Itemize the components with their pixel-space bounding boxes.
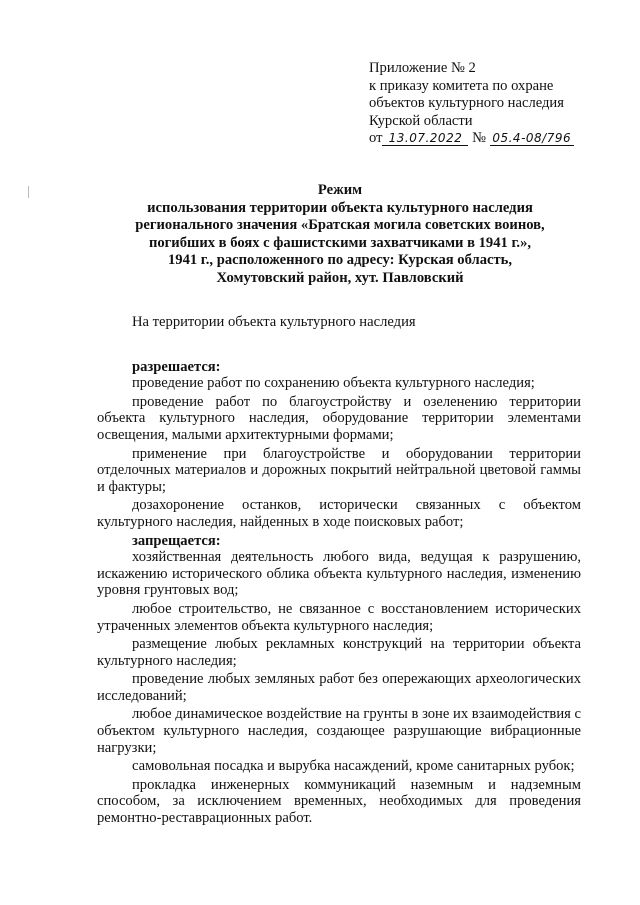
forbidden-item: любое строительство, не связанное с восстановлением исторических утраченных элементов объекта культурного наследия; <box>97 600 581 634</box>
forbidden-item: любое динамическое воздействие на грунты в зоне их взаимодействия с объектом культурного наследия, создающее разрушающие вибрационные нагрузки; <box>97 706 581 756</box>
date-prefix: от <box>369 130 383 147</box>
allowed-item: дозахоронение останков, исторически связанных с объектом культурного наследия, найденных в ходе поисковых работ; <box>97 497 581 530</box>
forbidden-item: проведение любых земляных работ без опережающих археологических исследований; <box>97 671 581 704</box>
appendix-date-line <box>369 130 629 148</box>
document-title <box>100 182 580 288</box>
handwritten-date: 13.07.2022 <box>382 131 468 146</box>
appendix-region: Курской области <box>369 112 473 129</box>
title-line-6: Хомутовский район, хут. Павловский <box>216 269 464 286</box>
forbidden-item: прокладка инженерных коммуникаций наземным и надземным способом, за исключением временных, необходимых для проведения ремонтно-реставрационных работ. <box>97 776 581 827</box>
handwritten-number: 05.4-08/796 <box>490 131 574 146</box>
allowed-item: проведение работ по благоустройству и озеленению территории объекта культурного наследия, оборудование территории элементами освещения, малыми архитектурными формами; <box>97 393 581 443</box>
title-line-1: Режим <box>317 182 363 198</box>
appendix-order-ref: к приказу комитета по охране <box>369 77 554 94</box>
allowed-item: применение при благоустройстве и оборудовании территории отделочных материалов и дорожных покрытий нейтральной цветовой гаммы и фактуры; <box>97 445 581 495</box>
margin-mark <box>28 186 29 198</box>
number-prefix: № <box>472 130 487 147</box>
allowed-item: проведение работ по сохранению объекта культурного наследия; <box>132 375 535 392</box>
title-line-5: 1941 г., расположенного по адресу: Курская область, <box>167 252 513 269</box>
title-line-2: использования территории объекта культурного наследия <box>147 199 533 216</box>
forbidden-item: хозяйственная деятельность любого вида, ведущая к разрушению, искажению исторического облика объекта культурного наследия, изменению уровня грунтовых вод; <box>97 549 581 599</box>
document-body <box>97 314 581 829</box>
appendix-committee: объектов культурного наследия <box>369 95 564 112</box>
appendix-number: Приложение № 2 <box>369 60 476 76</box>
forbidden-heading: запрещается: <box>132 532 221 549</box>
title-line-4: погибших в боях с фашистскими захватчиками в 1941 г.», <box>148 234 532 251</box>
forbidden-item: самовольная посадка и вырубка насаждений, кроме санитарных рубок; <box>132 758 575 775</box>
intro-paragraph: На территории объекта культурного наследия <box>132 314 416 330</box>
forbidden-item: размещение любых рекламных конструкций на территории объекта культурного наследия; <box>97 636 581 669</box>
title-line-3: регионального значения «Братская могила советских воинов, <box>135 217 545 234</box>
allowed-heading: разрешается: <box>132 358 221 375</box>
appendix-header <box>369 60 629 148</box>
